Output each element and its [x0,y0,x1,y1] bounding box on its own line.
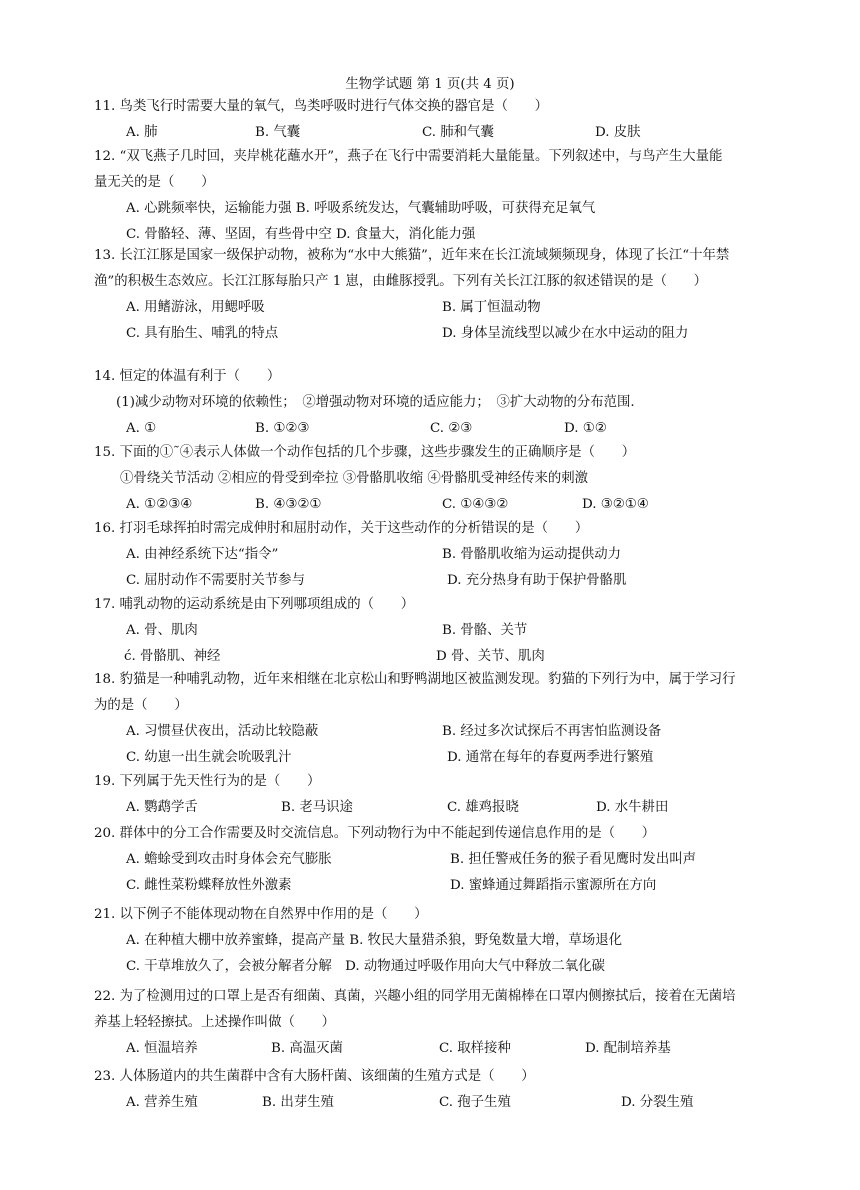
question-14 [94,364,794,442]
question-stem: 17. 哺乳动物的运动系统是由下列哪项组成的（ ） [94,597,415,612]
question-stem: 12. “双飞燕子几时回，夹岸桃花蘸水开”，燕子在飞行中需要消耗大量能量。下列叙述中，与鸟产生大量能量无关的是（ ） [94,149,723,190]
option-b: B. 骨骼、关节 [442,623,528,638]
option-c-d: C. 干草堆放久了，会被分解者分解 D. 动物通过呼吸作用向大气中释放二氧化碳 [126,959,605,974]
question-stem: 19. 下列属于先天性行为的是（ ） [94,774,321,789]
option-b: B. ①②③ [255,421,310,436]
option-b: B. 老马识途 [281,800,353,815]
option-d: D. 充分热身有助于保护骨骼肌 [447,573,627,588]
option-c: C. 取样接种 [439,1041,511,1056]
option-row [94,542,794,568]
option-d: D. 蜜蜂通过舞蹈指示蜜源所在方向 [450,878,657,893]
question-statements: ①骨绕关节活动 ②相应的骨受到牵拉 ③骨骼肌收缩 ④骨骼肌受神经传来的刺激 [120,471,589,486]
option-row [94,568,794,594]
option-a: A. ①②③④ [126,497,193,512]
option-b: B. 高温灭菌 [271,1041,343,1056]
option-row [94,954,794,980]
option-a-b: A. 心跳频率快，运输能力强 B. 呼吸系统发达，气囊辅助呼吸，可获得充足氧气 [126,201,596,216]
option-a-b: A. 在种植大棚中放养蜜蜂，提高产量 B. 牧民大量猎杀狼，野兔数量大增，草场退化 [126,933,623,948]
question-stem: 22. 为了检测用过的口罩上是否有细菌、真菌，兴趣小组的同学用无菌棉棒在口罩内侧擦拭后，接着在无菌培养基上轻轻擦拭。上述操作叫做（ ） [94,989,736,1030]
option-b: B. 属丁恒温动物 [442,300,541,315]
option-a: A. 肺 [126,125,158,140]
option-row [94,928,794,954]
question-stem: 23. 人体肠道内的共生菌群中含有大肠杆菌、该细菌的生殖方式是（ ） [94,1069,535,1084]
question-17 [94,592,794,670]
option-d: D. 分裂生殖 [621,1095,694,1110]
option-d: D. ③②①④ [582,497,649,512]
option-row [94,295,794,321]
question-stem: 15. 下面的①˜④表示人体做一个动作包括的几个步骤，这些步骤发生的正确顺序是（ ） [94,445,636,460]
option-d: D. 水牛耕田 [596,800,669,815]
option-row [94,120,794,146]
option-c: C. 雄鸡报晓 [447,800,519,815]
option-d: D. 身体呈流线型以减少在水中运动的阻力 [442,326,689,341]
question-stem: 13. 长江江豚是国家一级保护动物，被称为“水中大熊猫”，近年来在长江流域频频现身，体现了长江“十年禁渔”的积极生态效应。长江江豚每胎只产 1 崽，由雌豚授乳。下列有关长江江豚的叙述错误的是（ ） [94,248,730,289]
question-18 [94,667,794,771]
option-a: A. ① [126,421,157,436]
option-row [94,1090,794,1116]
option-c: C. 孢子生殖 [439,1095,511,1110]
option-d: D 骨、关节、肌肉 [436,649,545,664]
option-a: A. 骨、肌肉 [126,623,198,638]
question-stem: 14. 恒定的体温有利于（ ） [94,369,281,384]
option-a: A. 习惯昼伏夜出，活动比较隐蔽 [126,724,319,739]
question-stem: 18. 豹猫是一种哺乳动物，近年来相继在北京松山和野鸭湖地区被监测发现。豹猫的下列行为中，属于学习行为的是（ ） [94,672,736,713]
question-stem: 16. 打羽毛球挥拍时需完成伸肘和屈肘动作，关于这些动作的分析错误的是（ ） [94,521,589,536]
option-row [94,873,794,899]
question-22 [94,984,794,1062]
question-11 [94,94,794,146]
option-row [94,847,794,873]
question-19 [94,769,794,821]
option-a: A. 由神经系统下达“指令” [126,547,279,562]
option-d: D. 皮肤 [595,125,641,140]
option-a: A. 营养生殖 [126,1095,198,1110]
question-15 [94,440,794,518]
option-c: C. 肺和气囊 [422,125,494,140]
option-row [94,719,794,745]
question-23 [94,1064,794,1116]
option-a: A. 鹦鹉学舌 [126,800,198,815]
option-row [94,795,794,821]
page-header: 生物学试题 第 1 页(共 4 页) [345,77,515,92]
question-stem: 20. 群体中的分工合作需要及时交流信息。下列动物行为中不能起到传递信息作用的是（ ） [94,826,656,841]
option-c: C. 幼崽一出生就会吮吸乳汁 [126,750,292,765]
option-d: D. 配制培养基 [585,1041,671,1056]
option-row [94,745,794,771]
option-row [94,196,794,222]
question-13 [94,243,794,347]
option-b: B. 气囊 [255,125,301,140]
option-b: B. 担任警戒任务的猴子看见鹰时发出叫声 [450,852,696,867]
option-c: C. ②③ [430,421,473,436]
option-a: A. 用鳍游泳，用鳃呼吸 [126,300,265,315]
option-c: C. 雌性菜粉蝶释放性外激素 [126,878,292,893]
option-b: B. 骨骼肌收缩为运动提供动力 [442,547,622,562]
question-21 [94,902,794,980]
option-b: B. 经过多次试探后不再害怕监测设备 [442,724,662,739]
option-c: ć. 骨骼肌、神经 [124,649,221,664]
question-12 [94,144,794,248]
option-a: A. 恒温培养 [126,1041,198,1056]
question-20 [94,821,794,899]
option-d: D. 通常在每年的春夏两季进行繁殖 [447,750,654,765]
question-statements: (1)减少动物对环境的依赖性； ②增强动物对环境的适应能力； ③扩大动物的分布范围. [116,395,635,410]
question-16 [94,516,794,594]
question-stem: 11. 鸟类飞行时需要大量的氧气，鸟类呼吸时进行气体交换的器官是（ ） [94,99,549,114]
option-row [94,321,794,347]
option-row [94,1036,794,1062]
option-row [94,618,794,644]
option-c: C. ①④③② [442,497,509,512]
option-b: B. 出芽生殖 [262,1095,334,1110]
option-a: A. 蟾蜍受到攻击时身体会充气膨胀 [126,852,332,867]
option-c: C. 具有胎生、哺乳的特点 [126,326,279,341]
question-stem: 21. 以下例子不能体现动物在自然界中作用的是（ ） [94,907,428,922]
option-c-d: C. 骨骼轻、薄、坚固，有些骨中空 D. 食量大，消化能力强 [126,227,476,242]
option-b: B. ④③②① [255,497,322,512]
option-d: D. ①② [564,421,607,436]
option-row [94,416,794,442]
option-row [94,492,794,518]
option-c: C. 屈肘动作不需要肘关节参与 [126,573,305,588]
